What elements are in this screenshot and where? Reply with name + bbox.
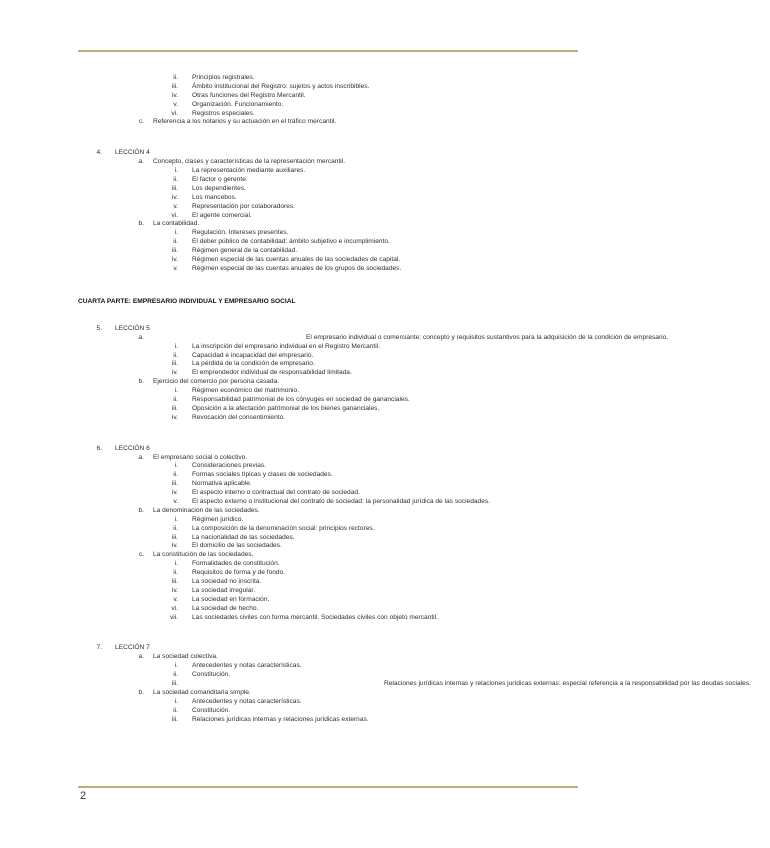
outline-item [0,489,655,498]
list-marker: a. [138,453,144,461]
outline-text: El agente comercial. [192,211,252,219]
list-marker: a. [138,333,144,341]
outline-item [0,569,655,578]
list-marker: 5. [96,324,102,332]
outline-text: La sociedad comanditaria simple. [153,688,251,696]
list-marker: b. [138,378,144,386]
outline-item [0,525,655,534]
outline-text: Requisitos de forma y de fondo. [192,569,286,577]
outline-item [0,614,655,623]
outline-item [0,185,655,194]
outline-text: La sociedad en formación. [192,595,270,603]
outline-text: Oposición a la afectación patrimonial de los bienes gananciales. [192,404,380,412]
outline-item [0,596,655,605]
outline-text: Consideraciones previas. [192,462,267,470]
outline-item [0,203,655,212]
outline-item [0,396,655,405]
outline-item [0,578,655,587]
outline-item [0,92,655,101]
outline-text: LECCIÓN 6 [115,444,150,452]
outline-text: Régimen jurídico. [192,515,244,523]
list-marker: iii. [171,480,178,488]
outline-text: Normativa aplicable. [192,480,252,488]
lesson-heading [0,445,655,454]
outline-item [0,680,751,689]
outline-text: Organización. Funcionamiento. [192,100,284,108]
outline-text: Régimen especial de las cuentas anuales de los grupos de sociedades. [192,264,402,272]
list-marker: ii. [173,524,178,532]
list-marker: 4. [96,149,102,157]
outline-text: Las sociedades civiles con forma mercantil. Sociedades civiles con objeto mercantil. [192,613,438,621]
outline-text: LECCIÓN 4 [115,149,150,157]
outline-text: La composición de la denominación social: principios rectores. [192,524,375,532]
outline-text: Concepto, clases y características de la representación mercantil. [153,158,346,166]
list-marker: v. [173,100,178,108]
outline-item [0,247,655,256]
outline-text: Formalidades de constitución. [192,560,280,568]
outline-text: Los mancebos. [192,193,237,201]
list-marker: 7. [96,644,102,652]
outline-item [0,516,655,525]
outline-text: Régimen especial de las cuentas anuales de las sociedades de capital. [192,256,401,264]
outline-subsection [0,551,655,560]
outline-subsection [0,378,655,387]
list-marker: vi. [171,604,178,612]
outline-item [0,212,655,221]
list-marker: iii. [171,82,178,90]
outline-subsection [0,507,655,516]
list-marker: v. [173,497,178,505]
list-marker: v. [173,202,178,210]
outline-text: La sociedad de hecho. [192,604,259,612]
outline-text: El empresario social o colectivo. [153,453,248,461]
spacer [0,423,655,445]
part-heading [0,296,655,308]
outline-item [0,462,655,471]
list-marker: b. [138,220,144,228]
outline-item [0,542,655,551]
list-marker: a. [138,653,144,661]
outline-text: Los dependientes. [192,184,246,192]
outline-text: La representación mediante auxiliares. [192,167,306,175]
outline-content [0,74,751,724]
outline-text: LECCIÓN 5 [115,324,150,332]
spacer [0,308,655,325]
outline-item [0,534,655,543]
outline-text: Antecedentes y notas características. [192,697,302,705]
outline-text: Regulación. Intereses presentes. [192,229,289,237]
outline-subsection [0,689,655,698]
footer-rule [78,786,578,788]
outline-text: La sociedad irregular. [192,586,256,594]
list-marker: ii. [173,238,178,246]
outline-item [0,101,655,110]
outline-item [0,352,655,361]
outline-text: Representación por colaboradores. [192,202,295,210]
outline-text: La denominación de las sociedades. [153,506,260,514]
outline-text: LECCIÓN 7 [115,644,150,652]
outline-item [0,265,655,274]
lesson-heading [0,149,655,158]
outline-text: Revocación del consentimiento. [192,413,286,421]
outline-text: La constitución de las sociedades. [153,551,254,559]
list-marker: b. [138,688,144,696]
outline-text: La contabilidad. [153,220,200,228]
outline-item [0,671,655,680]
outline-subsection [0,653,655,662]
outline-item [0,176,655,185]
outline-item [0,560,655,569]
outline-item [0,110,655,119]
list-marker: iii. [171,360,178,368]
outline-subsection [0,454,655,463]
header-rule [78,50,578,52]
page-number: 2 [80,790,87,802]
lesson-heading [0,644,655,653]
list-marker: iv. [171,586,178,594]
outline-subsection [0,333,669,343]
outline-text: El deber público de contabilidad: ámbito subjetivo e incumplimiento. [192,238,390,246]
outline-text: Régimen general de la contabilidad. [192,247,298,255]
outline-item [0,387,655,396]
outline-text: La sociedad no inscrita. [192,577,262,585]
list-marker: i. [174,342,178,350]
outline-item [0,83,655,92]
list-marker: iv. [171,193,178,201]
outline-text: Constitución. [192,671,231,679]
list-marker: iv. [171,489,178,497]
list-marker: iv. [171,413,178,421]
outline-text: El aspecto externo o institucional del contrato de sociedad: la personalidad jurídica de las sociedades. [192,497,491,505]
list-marker: iii. [171,184,178,192]
list-marker: i. [174,515,178,523]
outline-text: Antecedentes y notas características. [192,662,302,670]
list-marker: i. [174,560,178,568]
list-marker: i. [174,662,178,670]
list-marker: iii. [171,577,178,585]
list-marker: 6. [96,444,102,452]
list-marker: ii. [173,351,178,359]
list-marker: ii. [173,671,178,679]
outline-item [0,360,655,369]
list-marker: iv. [171,91,178,99]
outline-item [0,256,655,265]
list-marker: ii. [173,471,178,479]
outline-text: La pérdida de la condición de empresario. [192,360,315,368]
spacer [0,274,655,296]
list-marker: iii. [171,680,178,687]
list-marker: i. [174,697,178,705]
outline-text: Otras funciones del Registro Mercantil. [192,91,306,99]
outline-item [0,369,655,378]
outline-text: Ejercicio del comercio por persona casada. [153,378,280,386]
list-marker: iv. [171,542,178,550]
list-marker: iii. [171,404,178,412]
list-marker: ii. [173,395,178,403]
outline-item [0,716,655,725]
outline-item [0,74,655,83]
list-marker: ii. [173,706,178,714]
outline-text: Relaciones jurídicas internas y relaciones jurídicas externas. [192,715,369,723]
outline-item [0,662,655,671]
list-marker: b. [138,506,144,514]
list-marker: i. [174,167,178,175]
outline-subsection [0,118,655,127]
list-marker: i. [174,462,178,470]
list-marker: v. [173,264,178,272]
outline-text: Formas sociales típicas y clases de sociedades. [192,471,333,479]
outline-text: El emprendedor individual de responsabilidad limitada. [192,369,352,377]
list-marker: iii. [171,247,178,255]
list-marker: vi. [171,211,178,219]
list-marker: i. [174,387,178,395]
list-marker: iv. [171,256,178,264]
outline-item [0,229,655,238]
lesson-heading [0,325,655,334]
outline-item [0,587,655,596]
outline-item [0,471,655,480]
spacer [0,622,655,644]
outline-text: Referencia a los notarios y su actuación en el tráfico mercantil. [153,118,337,126]
outline-text: La sociedad colectiva. [153,653,218,661]
list-marker: ii. [173,176,178,184]
list-marker: ii. [173,569,178,577]
list-marker: a. [138,158,144,166]
list-marker: c. [138,551,144,559]
outline-text: Constitución. [192,706,231,714]
outline-text: Responsabilidad patrimonial de los cónyuges en sociedad de gananciales. [192,395,410,403]
list-marker: i. [174,229,178,237]
outline-text: Principios registrales. [192,74,255,81]
outline-text: El empresario individual o comerciante: concepto y requisitos sustantivos para la adquisición de la condición de empresario. [306,333,669,341]
list-marker: v. [173,595,178,603]
outline-text: Relaciones jurídicas internas y relaciones jurídicas externas: especial referencia a la responsabilidad por las deudas sociales. [384,680,751,687]
outline-item [0,698,655,707]
outline-item [0,238,655,247]
outline-subsection [0,220,655,229]
outline-text: Régimen económico del matrimonio. [192,387,300,395]
outline-item [0,480,655,489]
outline-item [0,343,655,352]
outline-text: Ámbito institucional del Registro: sujetos y actos inscribibles. [192,82,370,90]
spacer [0,127,655,149]
outline-text: El domicilio de las sociedades. [192,542,282,550]
outline-text: El factor o gerente. [192,176,248,184]
outline-item [0,194,655,203]
outline-text: El aspecto interno o contractual del contrato de sociedad. [192,489,360,497]
list-marker: vii. [169,613,178,621]
list-marker: iii. [171,715,178,723]
outline-item [0,405,655,414]
outline-text: Capacidad e incapacidad del empresario. [192,351,314,359]
outline-text: CUARTA PARTE: EMPRESARIO INDIVIDUAL Y EMPRESARIO SOCIAL [78,297,296,305]
list-marker: ii. [173,74,178,81]
outline-item [0,605,655,614]
outline-subsection [0,158,655,167]
outline-item [0,707,655,716]
outline-item [0,414,655,423]
outline-text: La inscripción del empresario individual en el Registro Mercantil. [192,342,381,350]
outline-item [0,167,655,176]
list-marker: c. [138,118,144,126]
list-marker: vi. [171,109,178,117]
list-marker: iv. [171,369,178,377]
outline-item [0,498,655,507]
list-marker: iii. [171,533,178,541]
outline-text: Registros especiales. [192,109,255,117]
outline-text: La nacionalidad de las sociedades. [192,533,295,541]
